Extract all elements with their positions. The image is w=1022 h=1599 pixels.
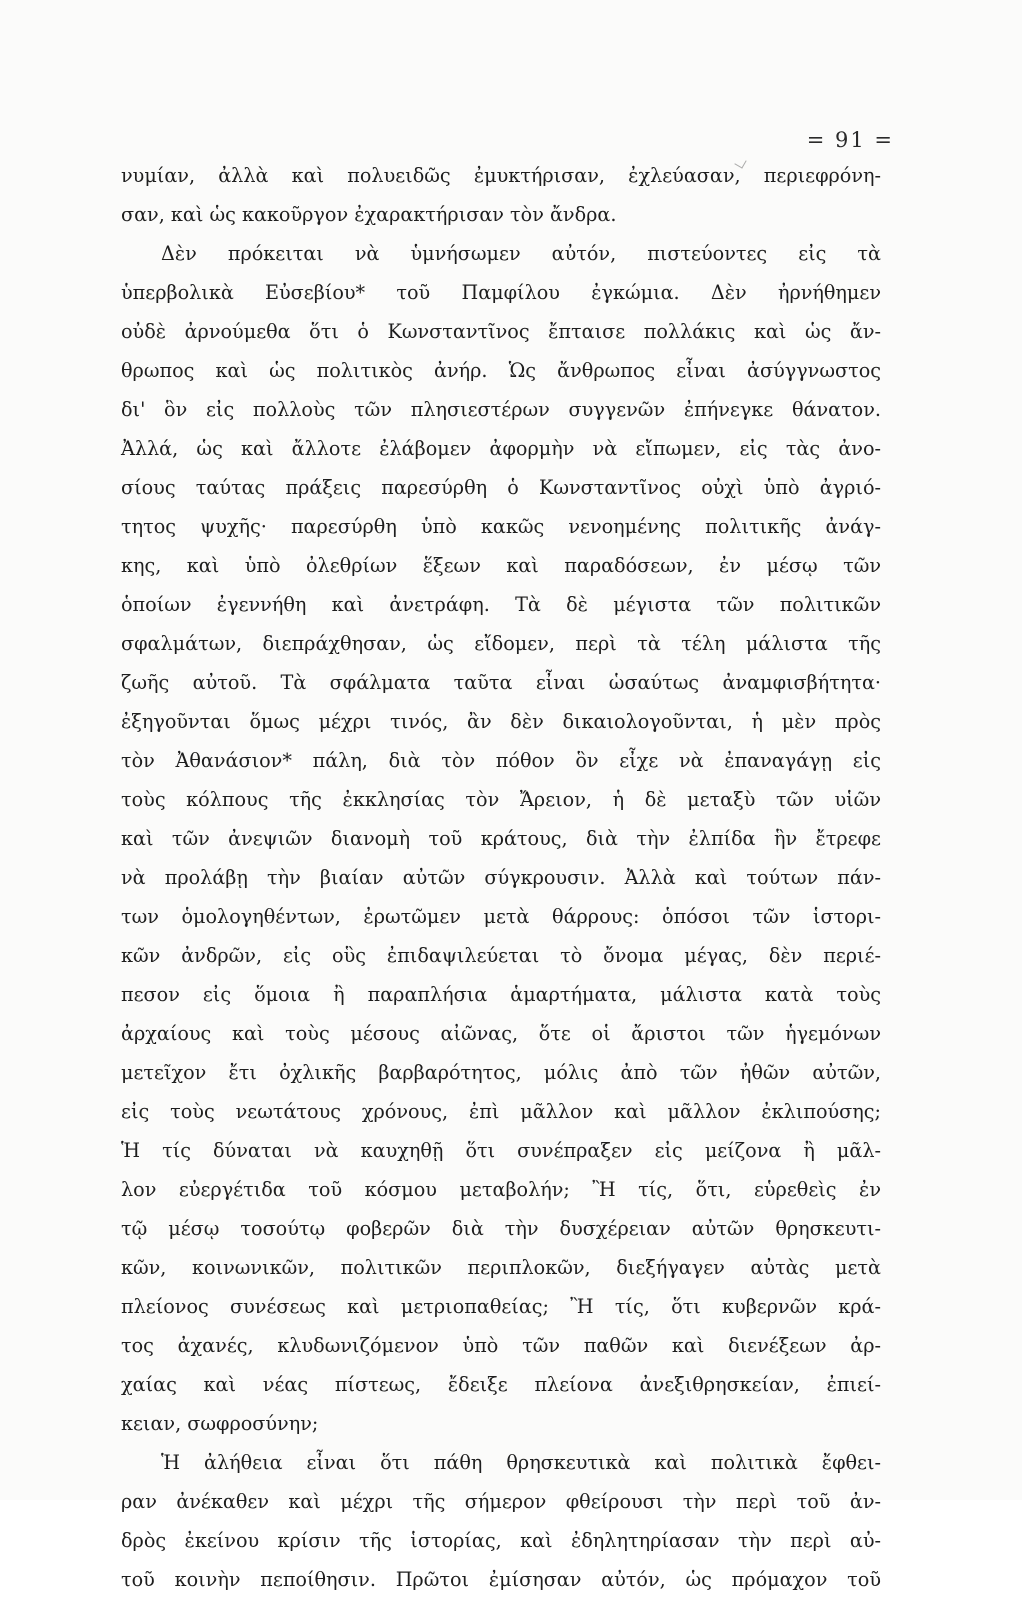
text-line: ἐξηγοῦνται ὅμως μέχρι τινός, ἂν δὲν δικαιολογοῦνται, ἡ μὲν πρὸς xyxy=(121,710,881,733)
text-line: Ἀλλά, ὡς καὶ ἄλλοτε ἐλάβομεν ἀφορμὴν νὰ εἴπωμεν, εἰς τὰς ἀνο- xyxy=(121,437,881,460)
text-line: κειαν, σωφροσύνην; xyxy=(121,1412,319,1435)
text-line: δι' ὃν εἰς πολλοὺς τῶν πλησιεστέρων συγγενῶν ἐπήνεγκε θάνατον. xyxy=(121,398,881,421)
text-line: δρὸς ἐκείνου κρίσιν τῆς ἱστορίας, καὶ ἐδηλητηρίασαν τὴν περὶ αὐ- xyxy=(121,1529,881,1552)
text-line: ζωῆς αὐτοῦ. Τὰ σφάλματα ταῦτα εἶναι ὡσαύτως ἀναμφισβήτητα· xyxy=(121,671,881,694)
text-line: μετεῖχον ἔτι ὀχλικῆς βαρβαρότητος, μόλις ἀπὸ τῶν ἠθῶν αὐτῶν, xyxy=(121,1061,881,1084)
text-line: ραν ἀνέκαθεν καὶ μέχρι τῆς σήμερον φθείρουσι τὴν περὶ τοῦ ἀν- xyxy=(121,1490,881,1513)
text-line: τος ἀχανές, κλυδωνιζόμενον ὑπὸ τῶν παθῶν καὶ διενέξεων ἀρ- xyxy=(121,1334,881,1357)
text-line: εἰς τοὺς νεωτάτους χρόνους, ἐπὶ μᾶλλον καὶ μᾶλλον ἐκλιπούσης; xyxy=(121,1100,881,1123)
text-line: πεσον εἰς ὅμοια ἢ παραπλήσια ἁμαρτήματα, μάλιστα κατὰ τοὺς xyxy=(121,983,881,1006)
text-line: ὑπερβολικὰ Εὐσεβίου* τοῦ Παμφίλου ἐγκώμια. Δὲν ἠρνήθημεν xyxy=(121,281,881,304)
text-line: κης, καὶ ὑπὸ ὀλεθρίων ἕξεων καὶ παραδόσεων, ἐν μέσῳ τῶν xyxy=(121,554,881,577)
text-line: νυμίαν, ἀλλὰ καὶ πολυειδῶς ἐμυκτήρισαν, ἐχλεύασαν, περιεφρόνη- xyxy=(121,164,881,187)
text-line: ἀρχαίους καὶ τοὺς μέσους αἰῶνας, ὅτε οἱ ἄριστοι τῶν ἡγεμόνων xyxy=(121,1022,881,1045)
text-line: τὸν Ἀθανάσιον* πάλη, διὰ τὸν πόθον ὃν εἶχε νὰ ἐπαναγάγῃ εἰς xyxy=(121,749,881,772)
text-line: πλείονος συνέσεως καὶ μετριοπαθείας; Ἢ τίς, ὅτι κυβερνῶν κρά- xyxy=(121,1295,881,1318)
text-line: θρωπος καὶ ὡς πολιτικὸς ἀνήρ. Ὡς ἄνθρωπος εἶναι ἀσύγγνωστος xyxy=(121,359,881,382)
text-line: σφαλμάτων, διεπράχθησαν, ὡς εἴδομεν, περὶ τὰ τέλη μάλιστα τῆς xyxy=(121,632,881,655)
body-text xyxy=(121,156,881,1599)
text-line: χαίας καὶ νέας πίστεως, ἔδειξε πλείονα ἀνεξιθρησκείαν, ἐπιεί- xyxy=(121,1373,881,1396)
text-line: νὰ προλάβῃ τὴν βιαίαν αὐτῶν σύγκρουσιν. Ἀλλὰ καὶ τούτων πάν- xyxy=(121,866,881,889)
text-line: κῶν ἀνδρῶν, εἰς οὓς ἐπιδαψιλεύεται τὸ ὄνομα μέγας, δὲν περιέ- xyxy=(121,944,881,967)
text-line: σίους ταύτας πράξεις παρεσύρθη ὁ Κωνσταντῖνος οὐχὶ ὑπὸ ἀγριό- xyxy=(121,476,881,499)
text-line: καὶ τῶν ἀνεψιῶν διανομὴ τοῦ κράτους, διὰ τὴν ἐλπίδα ἣν ἔτρεφε xyxy=(121,827,881,850)
text-line: τητος ψυχῆς· παρεσύρθη ὑπὸ κακῶς νενοημένης πολιτικῆς ἀνάγ- xyxy=(121,515,881,538)
text-line: λον εὐεργέτιδα τοῦ κόσμου μεταβολήν; Ἢ τίς, ὅτι, εὑρεθεὶς ἐν xyxy=(121,1178,881,1201)
text-line: των ὁμολογηθέντων, ἐρωτῶμεν μετὰ θάρρους: ὁπόσοι τῶν ἱστορι- xyxy=(121,905,881,928)
text-line: Ἡ τίς δύναται νὰ καυχηθῇ ὅτι συνέπραξεν εἰς μείζονα ἢ μᾶλ- xyxy=(121,1139,881,1162)
text-line: τῷ μέσῳ τοσούτῳ φοβερῶν διὰ τὴν δυσχέρειαν αὐτῶν θρησκευτι- xyxy=(121,1217,881,1240)
text-line: Δὲν πρόκειται νὰ ὑμνήσωμεν αὐτόν, πιστεύοντες εἰς τὰ xyxy=(161,242,881,265)
text-line: ὁποίων ἐγεννήθη καὶ ἀνετράφη. Τὰ δὲ μέγιστα τῶν πολιτικῶν xyxy=(121,593,881,616)
text-line: Ἡ ἀλήθεια εἶναι ὅτι πάθη θρησκευτικὰ καὶ πολιτικὰ ἔφθει- xyxy=(161,1451,881,1474)
text-line: τοῦ κοινὴν πεποίθησιν. Πρῶτοι ἐμίσησαν αὐτόν, ὡς πρόμαχον τοῦ xyxy=(121,1568,881,1591)
text-line: οὐδὲ ἀρνούμεθα ὅτι ὁ Κωνσταντῖνος ἔπταισε πολλάκις καὶ ὡς ἄν- xyxy=(121,320,881,343)
page-number: = 91 = xyxy=(806,128,894,152)
text-line: σαν, καὶ ὡς κακοῦργον ἐχαρακτήρισαν τὸν ἄνδρα. xyxy=(121,203,617,226)
text-line: κῶν, κοινωνικῶν, πολιτικῶν περιπλοκῶν, διεξήγαγεν αὐτὰς μετὰ xyxy=(121,1256,881,1279)
text-line: τοὺς κόλπους τῆς ἐκκλησίας τὸν Ἄρειον, ἡ δὲ μεταξὺ τῶν υἱῶν xyxy=(121,788,881,811)
